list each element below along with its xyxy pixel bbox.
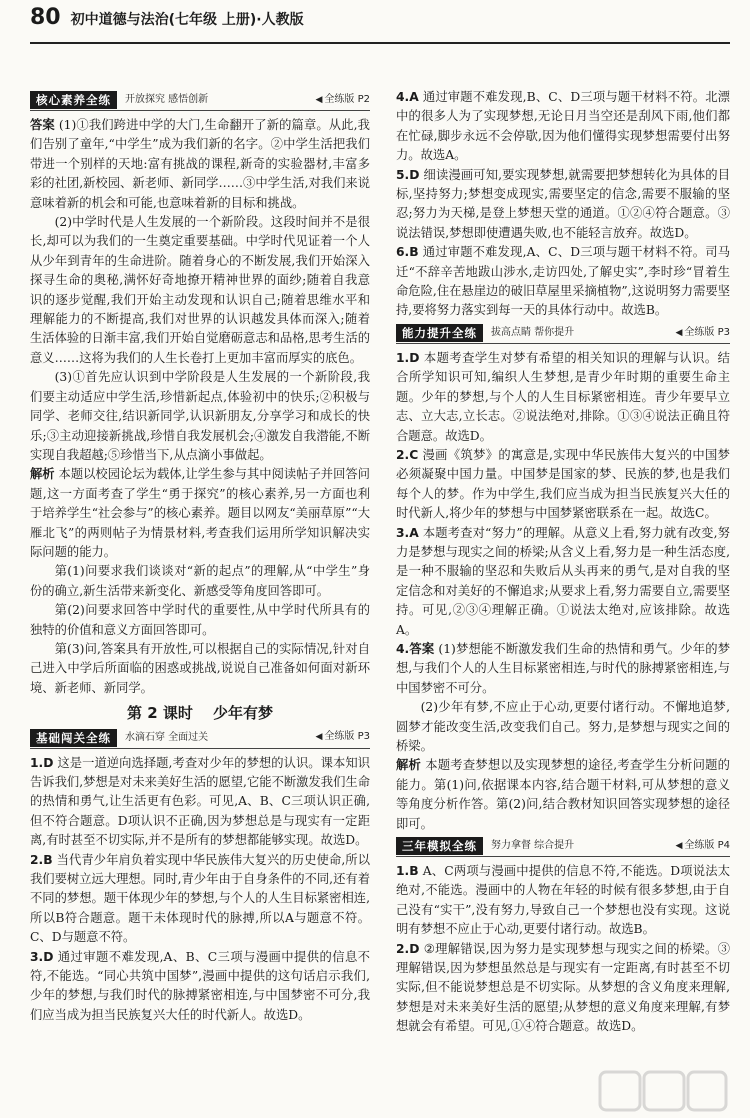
page-header xyxy=(30,5,730,40)
watermark-stamp-icon xyxy=(598,1068,728,1114)
list-item: 2.D ②理解错误,因为努力是实现梦想与现实之间的桥梁。③理解错误,因为梦想虽然总是与现实有一定距离,有时甚至不切实际,但不能说梦想总是不切实际。从梦想的含义角度来理解,梦想是对未来美好生活的愿望;从梦想的意义角度来理解,有梦想就会有希望。可见,①④符合题意。故选D。 xyxy=(396,941,730,1034)
section-ability-title: 能力提升全练 xyxy=(396,324,483,342)
lesson-name: 少年有梦 xyxy=(212,704,273,723)
answer-part-1: 答案 (1)①我们跨进中学的大门,生命翻开了新的篇章。从此,我们告别了童年,“中学生”成为我们新的名字。②中学生活把我们带进一个别样的天地:富有挑战的课程,新奇的实验器材,丰富多彩的社团,新校园、新老师、新同学……③中学生活,对我们来说意味着新的机会和可能,也意味着新的目标和挑战。 xyxy=(30,118,370,210)
arrow-icon: ◀ xyxy=(675,840,683,851)
answer-label: 答案 xyxy=(30,118,55,132)
list-item: 3.D 通过审题不难发现,A、B、C三项与漫画中提供的信息不符,不能选。“同心共筑中国梦”,漫画中提供的这句话启示我们,少年的梦想,与我们时代的脉搏紧密相连,与中国梦密不可分,我们应当成为担当民族复兴大任的时代新人。故选D。 xyxy=(30,949,370,1022)
section-core-title: 核心素养全练 xyxy=(30,91,117,109)
list-item: 2.B 当代青少年肩负着实现中华民族伟大复兴的历史使命,所以我们要树立远大理想。同时,青少年由于自身条件的不同,还有着不同的梦想。题干体现少年的梦想,与个人的人生目标紧密相连,所以B符合题意。题干未体现时代的脉搏,所以A与题意不符。C、D与题意不符。 xyxy=(30,852,370,945)
list-item: 3.A 本题考查对“努力”的理解。从意义上看,努力就有改变,努力是梦想与现实之间的桥梁;从含义上看,努力是一种生活态度,是一种不服输的坚忍和失败后从头再来的勇气,是对自我的坚定信念和对美好的不懈追求;从要求上看,努力需要自立,需要坚持。可见,②③④理解正确。①说法太绝对,应该排除。故选A。 xyxy=(396,525,730,637)
list-item: 4.A 通过审题不难发现,B、C、D三项与题干材料不符。北漂中的很多人为了实现梦想,无论日月当空还是刮风下雨,他们都在忙碌,脚步永远不会停歇,因为他们懂得实现梦想需要付出努力。故选A。 xyxy=(396,90,730,163)
lesson-label: 第 2 课时 xyxy=(127,704,193,723)
section-three-year xyxy=(396,836,730,857)
section-basic-title: 基础闯关全练 xyxy=(30,729,117,747)
section-core-subtitle: 开放探究 感悟创新 xyxy=(125,94,209,106)
book-title: 初中道德与法治(七年级 上册)·人教版 xyxy=(70,12,304,28)
section-three-year-subtitle: 努力拿督 综合提升 xyxy=(491,840,575,852)
section-basic xyxy=(30,728,370,749)
lesson-title xyxy=(30,704,370,723)
analysis-4: 第(3)问,答案具有开放性,可以根据自己的实际情况,针对自己进入中学后所面临的困惑或挑战,说说自己准备如何面对新环境、新老师、新同学。 xyxy=(30,641,370,695)
arrow-icon: ◀ xyxy=(315,732,323,743)
answer-4-part-2: (2)少年有梦,不应止于心动,更要付诸行动。不懈地追梦,圆梦才能改变生活,改变我们自己。努力,是梦想与现实之间的桥梁。 xyxy=(396,700,730,753)
answer-part-2: (2)中学时代是人生发展的一个新阶段。这段时间并不是很长,却可以为我们的一生奠定重要基础。中学时代见证着一个人从少年到青年的生命进阶。随着身心的不断发展,我们开始深入探寻生命的奥秘,满怀好奇地撩开精神世界的面纱;随着自我意识的逐步觉醒,我们开始主动发现和认识自己;随着思维水平和理解能力的不断提高,我们对世界的认识越发具体而深入;随着生活体验的日渐丰富,我们开始自觉磨砺意志和品格,思考生活的意义……这将为我们的人生长卷打上更加丰富而厚实的底色。 xyxy=(30,215,370,365)
list-item: 6.B 通过审题不难发现,A、C、D三项与题干材料不符。司马迁“不辞辛苦地跋山涉水,走访四处,了解史实”,李时珍“冒着生命危险,住在悬崖边的破旧草屋里采摘植物”,这说明努力需要坚持,要将努力落实到每一天的具体行动中。故选B。 xyxy=(396,245,730,318)
arrow-icon: ◀ xyxy=(315,94,323,105)
section-three-year-ref: ◀ 全练版 P4 xyxy=(675,839,730,851)
analysis-label: 解析 xyxy=(30,467,55,482)
analysis-3: 第(2)问要求回答中学时代的重要性,从中学时代所具有的独特的价值和意义方面回答即可。 xyxy=(30,603,370,637)
section-three-year-title: 三年模拟全练 xyxy=(396,837,483,855)
list-item: 4.答案 (1)梦想能不断激发我们生命的热情和勇气。少年的梦想,与我们个人的人生目标紧密相连,与时代的脉搏紧密相连,与中国梦密不可分。 xyxy=(396,641,730,695)
section-basic-subtitle: 水滴石穿 全面过关 xyxy=(125,731,209,743)
list-item: 2.C 漫画《筑梦》的寓意是,实现中华民族伟大复兴的中国梦必须凝聚中国力量。中国梦是国家的梦、民族的梦,也是我们每个人的梦。作为中学生,我们应当成为担当民族复兴大任的时代新人,将少年的梦想与中国梦紧密联系在一起。故选C。 xyxy=(396,447,730,521)
analysis-1: 解析 本题以校园论坛为载体,让学生参与其中阅读帖子并回答问题,这一方面考查了学生“勇于探究”的核心素养,另一方面也利于培养学生“社会参与”的核心素养。题目以网友“美丽草原”“大雁北飞”的两则帖子为情景材料,考查我们运用所学知识解决实际问题的能力。 xyxy=(30,467,370,559)
section-core xyxy=(30,90,370,111)
analysis-label: 解析 xyxy=(396,758,422,773)
answer-part-3: (3)①首先应认识到中学阶段是人生发展的一个新阶段,我们要主动适应中学生活,珍惜新起点,体验初中的快乐;②积极与同学、老师交往,结识新同学,认识新朋友,分享学习和成长的快乐;③主动迎接新挑战,珍惜自我发展机会;④激发自我潜能,不断实现自我超越;⑤珍惜当下,从点滴小事做起。 xyxy=(30,370,370,462)
right-column xyxy=(396,88,730,1037)
list-item: 1.B A、C两项与漫画中提供的信息不符,不能选。D项说法太绝对,不能选。漫画中的人物在年轻的时候有很多梦想,由于自己没有“实干”,没有努力,导致自己一个梦想也没有实现。这说明有梦想不应止于心动,更要付诸行动。故选B。 xyxy=(396,864,730,937)
header-rule xyxy=(30,42,730,44)
arrow-icon: ◀ xyxy=(675,327,683,338)
analysis-right: 解析 本题考查梦想以及实现梦想的途径,考查学生分析问题的能力。第(1)问,依据课本内容,结合题干材料,可从梦想的意义等角度分析作答。第(2)问,结合教材知识回答实现梦想的途径即可。 xyxy=(396,758,730,831)
section-ability xyxy=(396,323,730,344)
list-item: 1.D 本题考查学生对梦有希望的相关知识的理解与认识。结合所学知识可知,编织人生梦想,是青少年时期的重要生命主题。少年的梦想,与个人的人生目标紧密相连。青少年要早立志、立大志,立长志。②说法绝对,排除。①③④说法正确且符合题意。故选D。 xyxy=(396,350,730,443)
section-ability-ref: ◀ 全练版 P3 xyxy=(675,326,730,338)
analysis-2: 第(1)问要求我们谈谈对“新的起点”的理解,从“中学生”身份的确立,新生活带来新变化、新感受等角度回答即可。 xyxy=(30,564,370,598)
section-ability-subtitle: 拔高点睛 帮你提升 xyxy=(491,327,575,339)
left-column xyxy=(30,88,370,1025)
page-number: 80 xyxy=(30,5,61,30)
list-item: 1.D 这是一道逆向选择题,考查对少年的梦想的认识。课本知识告诉我们,梦想是对未来美好生活的愿望,它能不断激发我们生命的热情和勇气,让生活更有色彩。可见,A、B、C三项认识正确,但不符合题意。D项认识不正确,因为梦想总是与现实有一定距离,有时甚至不切实际,并不是所有的梦想都能够实现。故选D。 xyxy=(30,755,370,848)
section-core-ref: ◀ 全练版 P2 xyxy=(315,93,370,105)
list-item: 5.D 细读漫画可知,要实现梦想,就需要把梦想转化为具体的目标,坚持努力;梦想变成现实,需要坚定的信念,需要不服输的坚忍;努力为天梯,是登上梦想天堂的通道。①②④符合题意。③说法错误,梦想即使遭遇失败,也不能轻言放弃。故选D。 xyxy=(396,167,730,240)
section-basic-ref: ◀ 全练版 P3 xyxy=(315,731,370,743)
